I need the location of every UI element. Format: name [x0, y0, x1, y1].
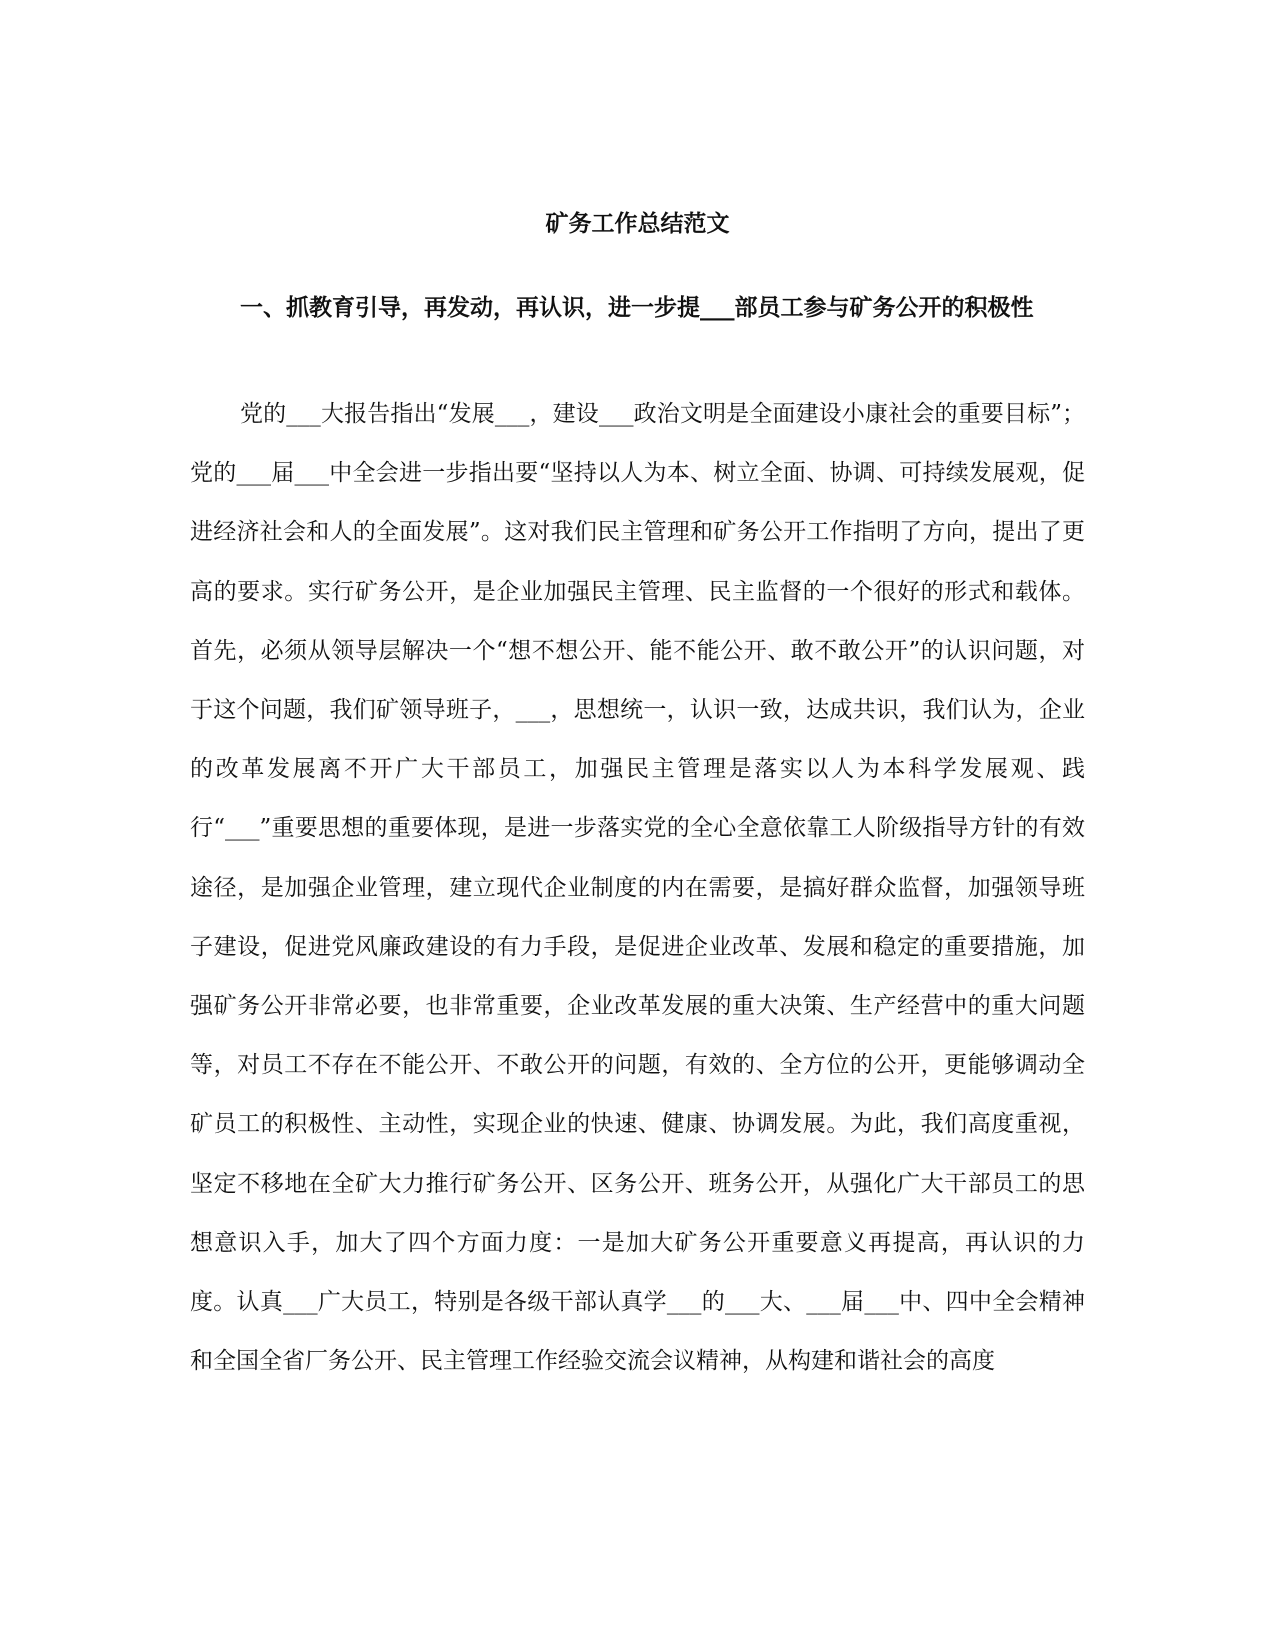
section-heading: 一、抓教育引导，再发动，再认识，进一步提___部员工参与矿务公开的积极性 — [240, 294, 1034, 321]
document-title: 矿务工作总结范文 — [545, 210, 730, 237]
body-paragraph: 党的___大报告指出“发展___，建设___政治文明是全面建设小康社会的重要目标”；党的___届___中全会进一步指出要“坚持以人为本、树立全面、协调、可持续发展观，促进经济社会和人的全面发展”。这对我们民主管理和矿务公开工作指明了方向，提出了更高的要求。实行矿务公开，是企业加强民主管理、民主监督的一个很好的形式和载体。首先，必须从领导层解决一个“想不想公开、能不能公开、敢不敢公开”的认识问题，对于这个问题，我们矿领导班子，___，思想统一，认识一致，达成共识，我们认为，企业的改革发展离不开广大干部员工，加强民主管理是落实以人为本科学发展观、践行“___”重要思想的重要体现，是进一步落实党的全心全意依靠工人阶级指导方针的有效途径，是加强企业管理，建立现代企业制度的内在需要，是搞好群众监督，加强领导班子建设，促进党风廉政建设的有力手段，是促进企业改革、发展和稳定的重要措施，加强矿务公开非常必要，也非常重要，企业改革发展的重大决策、生产经营中的重大问题等，对员工不存在不能公开、不敢公开的问题，有效的、全方位的公开，更能够调动全矿员工的积极性、主动性，实现企业的快速、健康、协调发展。为此，我们高度重视，坚定不移地在全矿大力推行矿务公开、区务公开、班务公开，从强化广大干部员工的思想意识入手，加大了四个方面力度：一是加大矿务公开重要意义再提高，再认识的力度。认真___广大员工，特别是各级干部认真学___的___大、___届___中、四中全会精神和全国全省厂务公开、民主管理工作经验交流会议精神，从构建和谐社会的高度 — [190, 401, 1085, 1375]
